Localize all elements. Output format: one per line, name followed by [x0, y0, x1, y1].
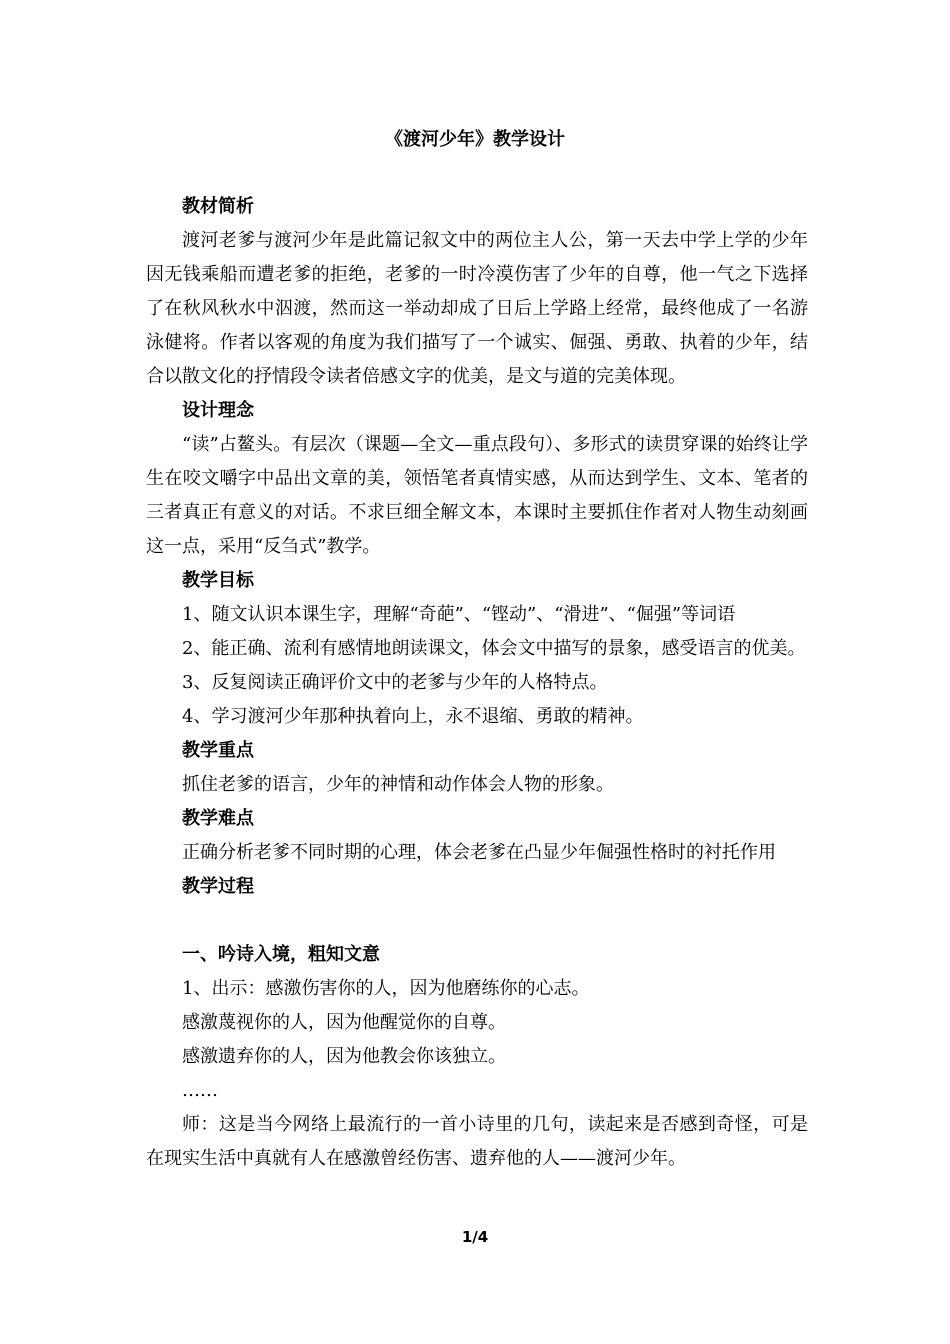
goal-item: 3、反复阅读正确评价文中的老爹与少年的人格特点。	[182, 672, 608, 693]
section-heading-process: 教学过程	[182, 876, 254, 897]
concept-paragraph: “读”占鳌头。有层次（课题—全文—重点段句）、多形式的读贯穿课的始终让学生在咬文嚼字中品出文章的美，领悟笔者真情实感，从而达到学生、文本、笔者的三者真正有意义的对话。不求巨细全解文本，本课时主要抓住作者对人物生动刻画这一点，采用“反刍式”教学。	[146, 434, 808, 557]
section-heading-concept: 设计理念	[182, 400, 254, 421]
step1-heading: 一、吟诗入境，粗知文意	[182, 944, 380, 965]
page-number: 1/4	[461, 1228, 489, 1246]
document-body	[146, 190, 808, 1176]
poem-line: 1、出示：感激伤害你的人，因为他磨练你的心志。	[182, 978, 590, 999]
poem-line: 感激蔑视你的人，因为他醒觉你的自尊。	[182, 1012, 506, 1033]
material-paragraph: 渡河老爹与渡河少年是此篇记叙文中的两位主人公，第一天去中学上学的少年因无钱乘船而遭老爹的拒绝，老爹的一时冷漠伤害了少年的自尊，他一气之下选择了在秋风秋水中泅渡，然而这一举动却成了日后上学路上经常，最终他成了一名游泳健将。作者以客观的角度为我们描写了一个诚实、倔强、勇敢、执着的少年，结合以散文化的抒情段令读者倍感文字的优美，是文与道的完美体现。	[146, 230, 808, 387]
blank-line	[146, 904, 808, 938]
section-heading-material: 教材简析	[182, 196, 254, 217]
goal-item: 2、能正确、流利有感情地朗读课文，体会文中描写的景象，感受语言的优美。	[182, 638, 806, 659]
section-heading-difficulty: 教学难点	[182, 808, 254, 829]
key-paragraph: 抓住老爹的语言，少年的神情和动作体会人物的形象。	[182, 774, 614, 795]
section-heading-key: 教学重点	[182, 740, 254, 761]
section-heading-goals: 教学目标	[182, 570, 254, 591]
goal-item: 4、学习渡河少年那种执着向上，永不退缩、勇敢的精神。	[182, 706, 644, 727]
poem-line: 感激遗弃你的人，因为他教会你该独立。	[182, 1046, 506, 1067]
difficulty-paragraph: 正确分析老爹不同时期的心理，体会老爹在凸显少年倔强性格时的衬托作用	[182, 842, 776, 863]
teacher-paragraph: 师：这是当今网络上最流行的一首小诗里的几句，读起来是否感到奇怪，可是在现实生活中真就有人在感激曾经伤害、遗弃他的人——渡河少年。	[146, 1114, 808, 1169]
goal-item: 1、随文认识本课生字，理解“奇葩”、“铿动”、“滑进”、“倔强”等词语	[182, 604, 736, 625]
poem-ellipsis: ……	[182, 1080, 218, 1101]
document-title: 《渡河少年》教学设计	[385, 129, 565, 150]
